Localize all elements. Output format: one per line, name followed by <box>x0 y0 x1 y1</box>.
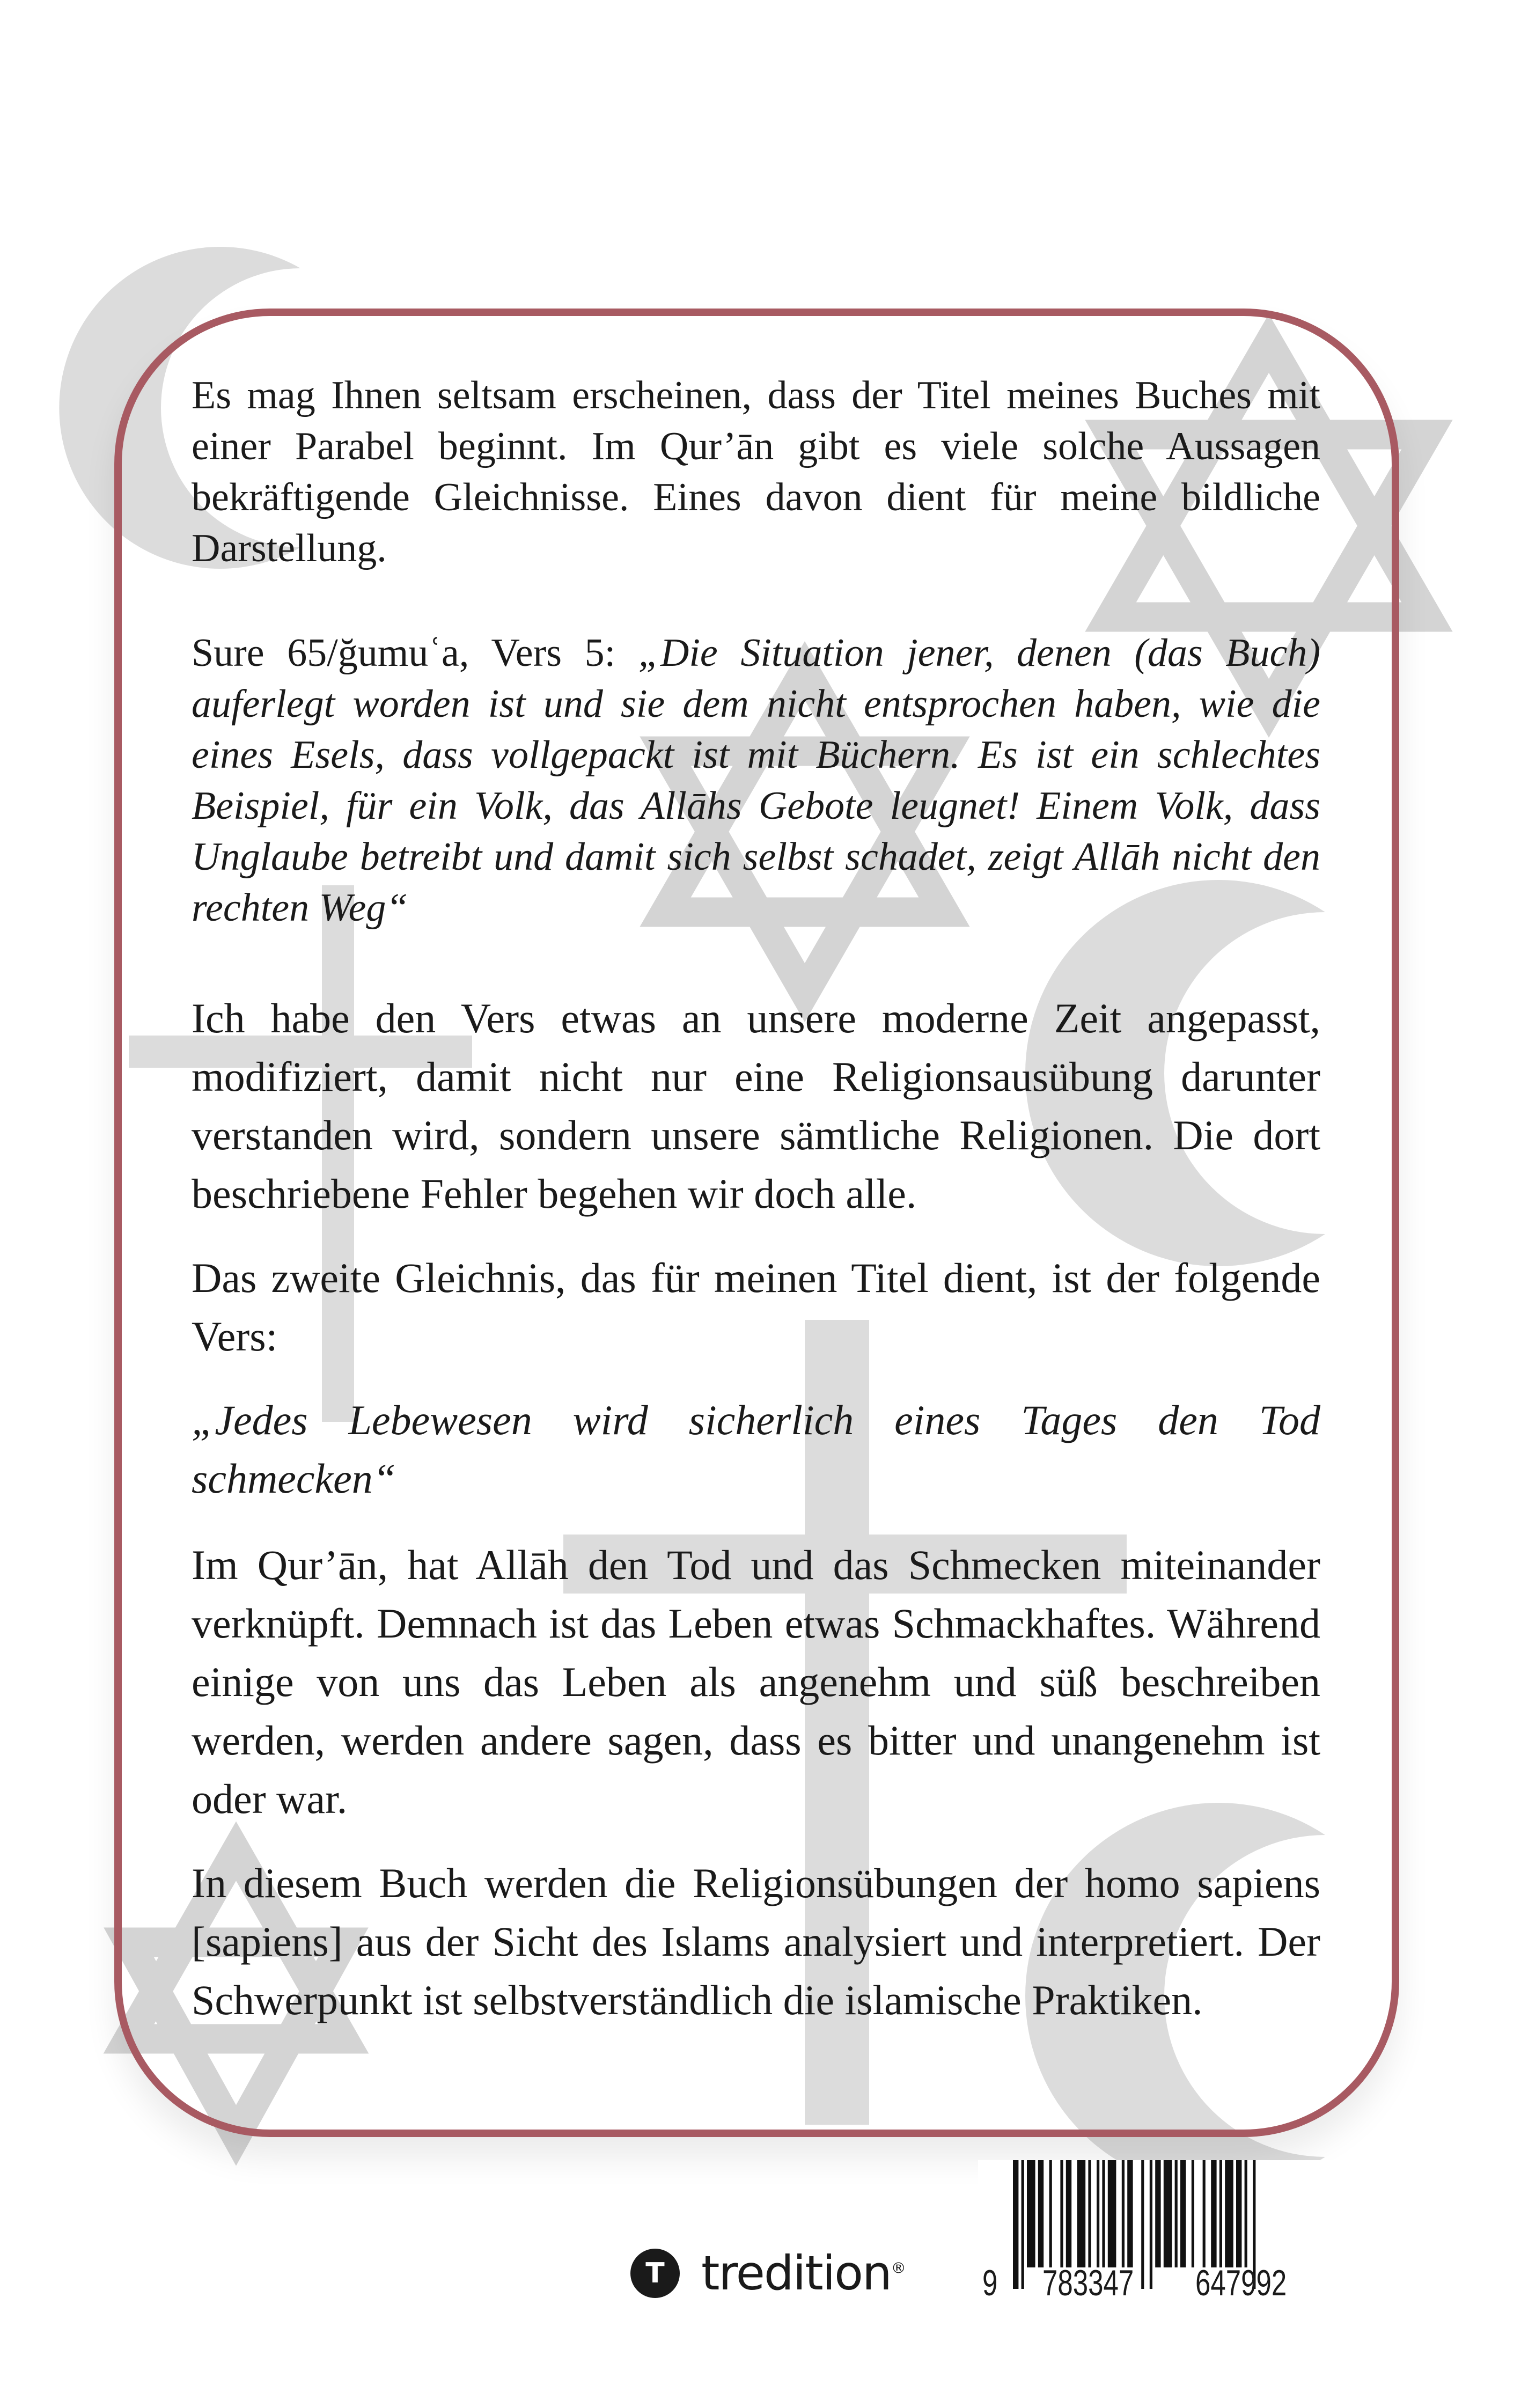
barcode-bar <box>1027 2160 1035 2267</box>
barcode-bar <box>1236 2160 1241 2267</box>
barcode-bar <box>1180 2160 1186 2267</box>
death-verse-text: „Jedes Lebewesen wird sicherlich eines Tages den Tod schmecken“ <box>192 1397 1320 1502</box>
barcode-bar <box>1192 2160 1194 2267</box>
barcode-bar <box>1203 2160 1206 2267</box>
taste-paragraph: Im Qur’ān, hat Allāh den Tod und das Schmecken miteinander verknüpft. Demnach ist das Leben etwas Schmackhaftes. Während einige von uns das Leben als angenehm und süß beschreiben werden, werden andere sagen, dass es bitter und unangenehm ist oder war. <box>192 1541 1320 1822</box>
barcode-bar <box>1211 2160 1216 2267</box>
barcode-bar <box>1022 2160 1024 2289</box>
barcode-bar <box>1013 2160 1018 2289</box>
second-parable-paragraph: Das zweite Gleichnis, das für meinen Titel dient, ist der folgende Vers: <box>192 1254 1320 1360</box>
isbn-barcode <box>978 2160 1354 2305</box>
barcode-bar <box>1077 2160 1086 2267</box>
barcode-bar <box>1102 2160 1105 2267</box>
registered-mark: ® <box>891 2259 905 2277</box>
tredition-mark-icon: T <box>630 2249 680 2298</box>
isbn-group-2: 647992 <box>1195 2263 1287 2303</box>
intro-paragraph: Es mag Ihnen seltsam erscheinen, dass der Titel meines Buches mit einer Parabel beginnt. Im Qur’ān gibt es viele solche Aussagen bekräftigende Gleichnisse. Eines davon dient für meine bildliche Darstellung. <box>192 373 1320 570</box>
verse-reference: Sure 65/ğumuʿa, Vers 5: <box>192 631 638 675</box>
barcode-bar <box>1088 2160 1091 2267</box>
barcode-bar <box>1219 2160 1222 2267</box>
publisher-logo <box>630 2245 905 2301</box>
barcode-bar <box>1127 2160 1133 2267</box>
verse-paragraph <box>192 628 1320 934</box>
barcode-bar <box>1049 2160 1052 2267</box>
barcode-bar <box>1175 2160 1178 2267</box>
publisher-name: tredition <box>701 2245 891 2301</box>
modernization-paragraph: Ich habe den Vers etwas an unsere moderne Zeit angepasst, modifiziert, damit nicht nur eine Religionsausübung darunter verstanden wird, sondern unsere sämtliche Religionen. Die dort beschriebene Fehler begehen wir doch alle. <box>192 995 1320 1217</box>
barcode-bar <box>1122 2160 1125 2267</box>
barcode-bars <box>978 2160 1354 2305</box>
barcode-bar <box>1038 2160 1044 2267</box>
barcode-bar <box>1155 2160 1160 2267</box>
barcode-bar <box>1108 2160 1116 2267</box>
death-verse-quote <box>192 1391 1320 1508</box>
barcode-bar <box>1141 2160 1144 2289</box>
barcode-bar <box>1097 2160 1099 2267</box>
isbn-group-1: 783347 <box>1042 2263 1134 2303</box>
book-summary-paragraph: In diesem Buch werden die Religionsübungen der homo sapiens [sapiens] aus der Sicht des Islams analysiert und interpretiert. Der Schwerpunkt ist selbstverständlich die islamische Praktiken. <box>192 1860 1320 2023</box>
barcode-bar <box>1245 2160 1247 2267</box>
isbn-first-digit: 9 <box>982 2263 998 2303</box>
barcode-bar <box>1060 2160 1063 2267</box>
verse-quote: „Die Situation jener, denen (das Buch) auferlegt worden ist und sie dem nicht entsprochen haben, wie die eines Esels, dass vollgepackt ist mit Büchern. Es ist ein schlechtes Beispiel, für ein Volk, das Allāhs Gebote leugnet! Einem Volk, dass Unglaube betreibt und damit sich selbst schadet, zeigt Allāh nicht den rechten Weg“ <box>192 631 1320 930</box>
barcode-bar <box>1150 2160 1152 2289</box>
barcode-bar <box>1066 2160 1071 2267</box>
barcode-bar <box>1225 2160 1233 2267</box>
barcode-bar <box>1164 2160 1172 2267</box>
